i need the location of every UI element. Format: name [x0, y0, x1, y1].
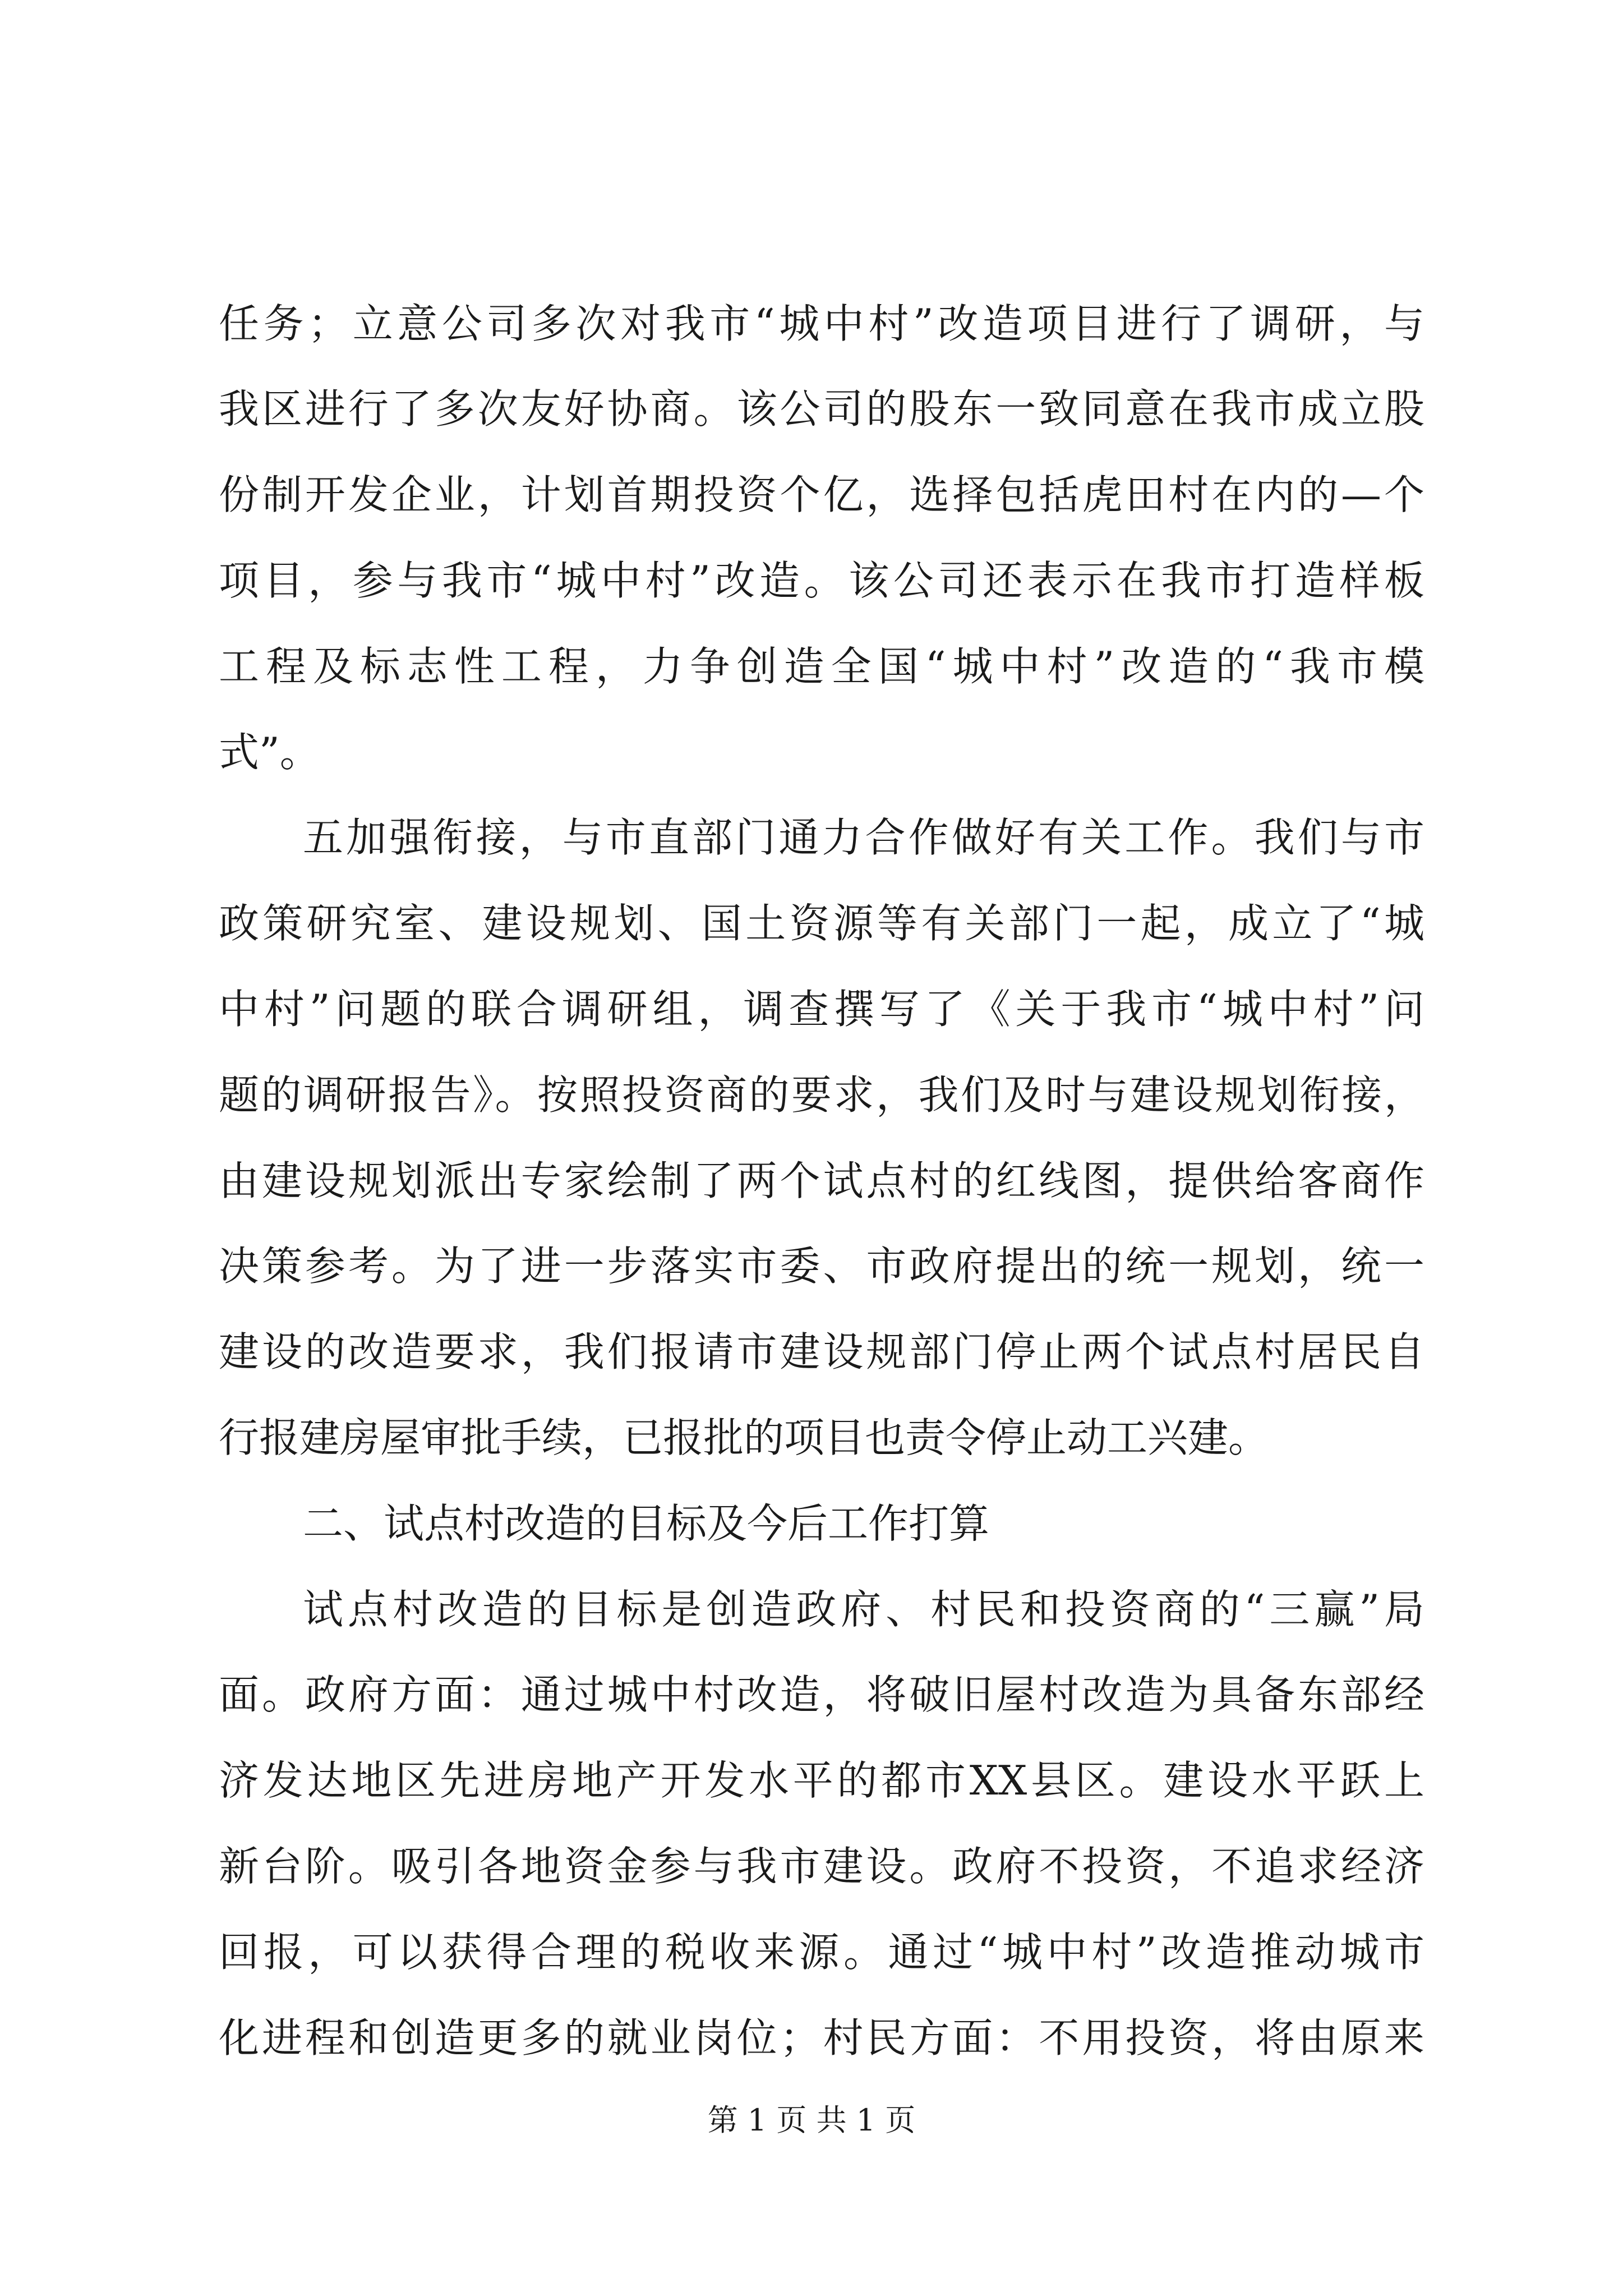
text-line: 新台阶。吸引各地资金参与我市建设。政府不投资，不追求经济 [219, 1843, 1424, 1890]
text-line: 行报建房屋审批手续，已报批的项目也责令停止动工兴建。 [219, 1414, 1269, 1461]
text-line: 中村”问题的联合调研组，调查撰写了《关于我市“城中村”问 [219, 986, 1424, 1033]
text-line: 工程及标志性工程，力争创造全国“城中村”改造的“我市模 [219, 643, 1424, 690]
section-heading: 二、试点村改造的目标及今后工作打算 [303, 1500, 990, 1547]
text-line: 五加强衔接，与市直部门通力合作做好有关工作。我们与市 [303, 814, 1424, 861]
text-line: 回报，可以获得合理的税收来源。通过“城中村”改造推动城市 [219, 1929, 1424, 1976]
text-line: 份制开发企业，计划首期投资个亿，选择包括虎田村在内的—个 [219, 471, 1424, 518]
text-line: 济发达地区先进房地产开发水平的都市XX县区。建设水平跃上 [219, 1757, 1424, 1804]
text-line: 面。政府方面：通过城中村改造，将破旧屋村改造为具备东部经 [219, 1671, 1424, 1718]
page-footer [0, 2095, 1623, 2146]
text-line: 建设的改造要求，我们报请市建设规部门停止两个试点村居民自 [219, 1328, 1424, 1375]
text-line: 我区进行了多次友好协商。该公司的股东一致同意在我市成立股 [219, 385, 1424, 432]
text-line: 由建设规划派出专家绘制了两个试点村的红线图，提供给客商作 [219, 1157, 1424, 1204]
page-number: 第 1 页 共 1 页 [707, 2102, 916, 2138]
text-line: 题的调研报告》。按照投资商的要求，我们及时与建设规划衔接， [219, 1071, 1424, 1119]
text-line: 式”。 [219, 729, 320, 776]
text-line: 试点村改造的目标是创造政府、村民和投资商的“三赢”局 [303, 1586, 1424, 1633]
text-line: 任务；立意公司多次对我市“城中村”改造项目进行了调研，与 [219, 300, 1424, 347]
text-line: 决策参考。为了进一步落实市委、市政府提出的统一规划，统一 [219, 1243, 1424, 1290]
text-line: 化进程和创造更多的就业岗位；村民方面：不用投资，将由原来 [219, 2014, 1424, 2062]
text-line: 政策研究室、建设规划、国土资源等有关部门一起，成立了“城 [219, 900, 1424, 947]
text-line: 项目，参与我市“城中村”改造。该公司还表示在我市打造样板 [219, 557, 1424, 604]
